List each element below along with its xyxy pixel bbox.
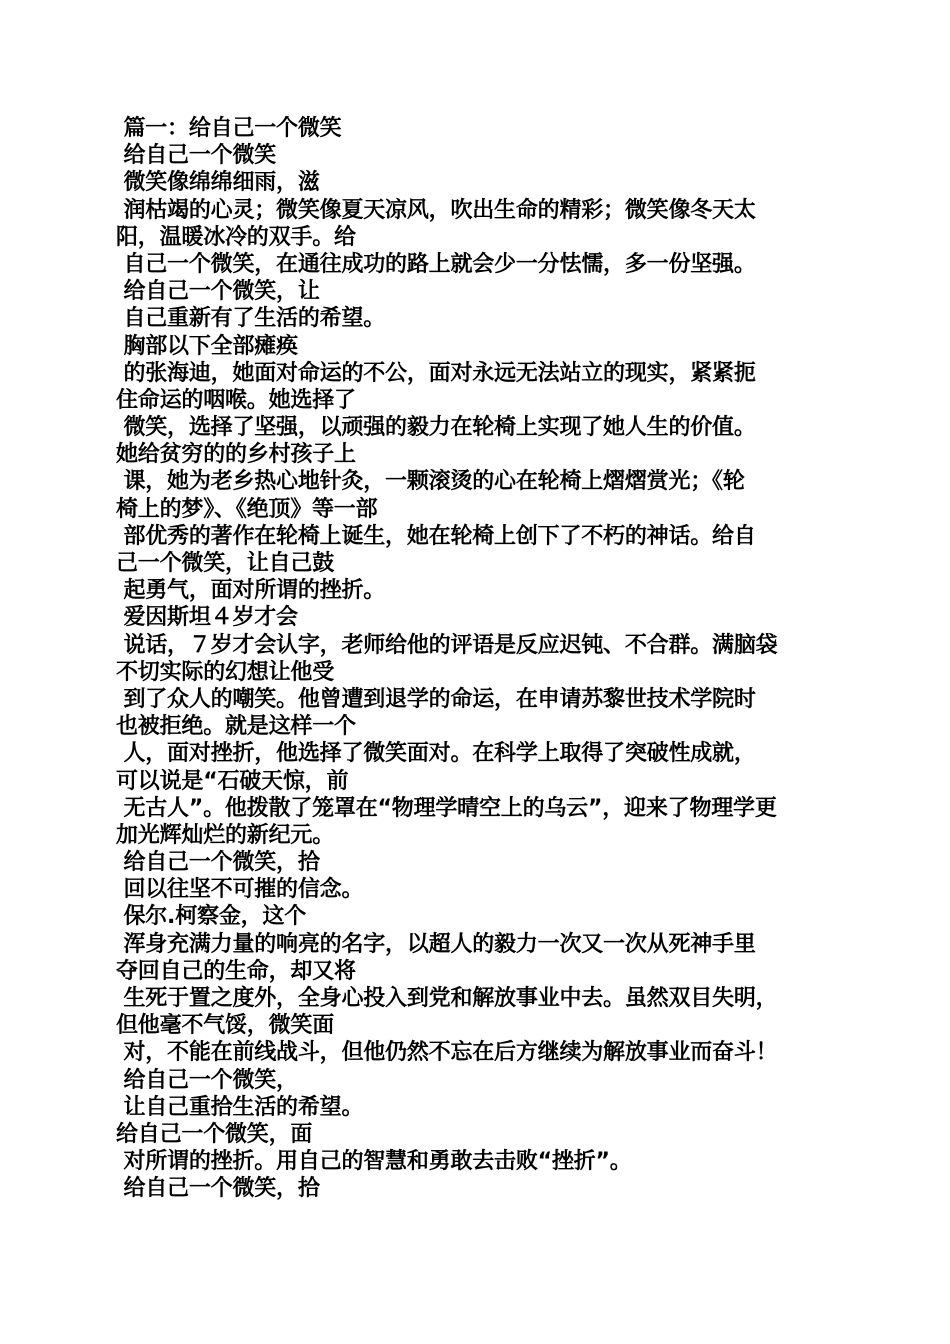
- text-line: 人，面对挫折，他选择了微笑面对。在科学上取得了突破性成就，: [116, 741, 756, 767]
- text-line: 给自己一个微笑，拾: [116, 850, 320, 876]
- text-line: 部优秀的著作在轮椅上诞生，她在轮椅上创下了不朽的神话。给自: [116, 523, 756, 549]
- text-line: 给自己一个微笑，面: [116, 1121, 313, 1147]
- text-line: 微笑像绵绵细雨，滋: [116, 170, 320, 196]
- text-line: 也被拒绝。就是这样一个: [116, 714, 356, 740]
- text-line: 浑身充满力量的响亮的名字，以超人的毅力一次又一次从死神手里: [116, 931, 756, 957]
- text-line: 己一个微笑，让自己鼓: [116, 551, 335, 576]
- text-line: 回以往坚不可摧的信念。: [116, 877, 364, 903]
- text-line: 爱因斯坦４岁才会: [116, 605, 298, 631]
- text-line: 起勇气，面对所谓的挫折。: [116, 578, 386, 604]
- text-line: 自己一个微笑，在通往成功的路上就会少一分怯懦，多一份坚强。: [116, 251, 756, 277]
- text-line: 她给贫穷的的乡村孩子上: [116, 442, 356, 468]
- text-line: 无古人”。他拨散了笼罩在“物理学晴空上的乌云”，迎来了物理学更: [116, 795, 777, 821]
- text-line: 阳，温暖冰冷的双手。给: [116, 224, 356, 250]
- text-line: 对所谓的挫折。用自己的智慧和勇敢去击败“挫折”。: [116, 1149, 632, 1175]
- text-line: 椅上的梦》、《绝顶》等一部: [116, 496, 378, 522]
- text-line: 的张海迪，她面对命运的不公，面对永远无法站立的现实，紧紧扼: [116, 360, 756, 386]
- text-line: 对，不能在前线战斗，但他仍然不忘在后方继续为解放事业而奋斗！: [116, 1040, 778, 1066]
- text-line: 课，她为老乡热心地针灸，一颗滚烫的心在轮椅上熠熠赏光；《轮: [116, 469, 745, 495]
- text-line: 胸部以下全部瘫痪: [116, 333, 298, 359]
- text-line: 保尔.柯察金，这个: [116, 904, 307, 930]
- text-line: 给自己一个微笑: [116, 143, 277, 169]
- text-line: 让自己重拾生活的希望。: [116, 1094, 364, 1120]
- essay-body: [116, 115, 846, 1203]
- text-line: 微笑，选择了坚强，以顽强的毅力在轮椅上实现了她人生的价值。: [116, 415, 756, 441]
- text-line: 自己重新有了生活的希望。: [116, 306, 386, 332]
- text-line: 给自己一个微笑，: [116, 1067, 298, 1093]
- text-line: 给自己一个微笑，让: [116, 279, 320, 305]
- text-line: 夺回自己的生命，却又将: [116, 958, 356, 984]
- text-line: 住命运的咽喉。她选择了: [116, 387, 356, 413]
- text-line: 但他毫不气馁，微笑面: [116, 1013, 335, 1039]
- text-line: 到了众人的嘲笑。他曾遭到退学的命运，在申请苏黎世技术学院时: [116, 686, 756, 712]
- text-line: 说话，７岁才会认字，老师给他的评语是反应迟钝、不合群。满脑袋: [116, 632, 778, 658]
- text-line: 可以说是“石破天惊，前: [116, 768, 349, 794]
- text-line: 给自己一个微笑，拾: [116, 1176, 320, 1202]
- text-line: 加光辉灿烂的新纪元。: [116, 822, 335, 848]
- text-line: 不切实际的幻想让他受: [116, 659, 335, 685]
- text-line: 生死于置之度外，全身心投入到党和解放事业中去。虽然双目失明，: [116, 986, 778, 1011]
- essay-title-line: 篇一：给自己一个微笑: [116, 116, 342, 141]
- text-line: 润枯竭的心灵；微笑像夏天凉风，吹出生命的精彩；微笑像冬天太: [116, 197, 756, 223]
